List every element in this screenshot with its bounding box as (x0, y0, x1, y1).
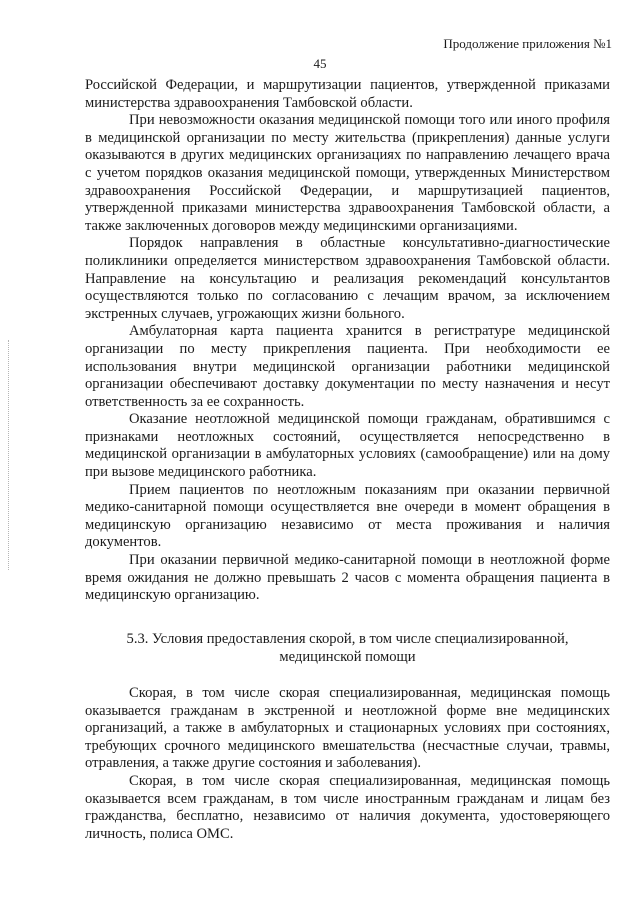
paragraph: Скорая, в том числе скорая специализированная, медицинская помощь оказывается всем гражданам, в том числе иностранным гражданам и лицам без гражданства, бесплатно, независимо от наличия документа, удостоверяющего личность, полиса ОМС. (85, 772, 610, 842)
page-number: 45 (313, 56, 327, 71)
section-title (85, 630, 610, 666)
paragraph: Скорая, в том числе скорая специализированная, медицинская помощь оказывается гражданам в экстренной и неотложной форме вне медицинских организаций, а также в амбулаторных и стационарных условиях при состояниях, требующих срочного медицинского вмешательства (несчастные случаи, травмы, отравления, а также другие состояния и заболевания). (85, 685, 610, 772)
section-title-line: медицинской помощи (279, 649, 416, 665)
body-text-top (85, 77, 610, 605)
paragraph: При невозможности оказания медицинской помощи того или иного профиля в медицинской организации по месту жительства (прикрепления) данные услуги оказываются в других медицинских организациях по направлению лечащего врача с учетом порядков оказания медицинской помощи, утвержденных Министерством здравоохранения Российской Федерации, и маршрутизацией пациентов, утвержденной приказами министерства здравоохранения Тамбовской области, а также заключенных договоров между медицинскими организациями. (85, 112, 610, 234)
paragraph: Российской Федерации, и маршрутизации пациентов, утвержденной приказами министерства здравоохранения Тамбовской области. (85, 77, 610, 111)
section-title-line: 5.3. Условия предоставления скорой, в том числе специализированной, (126, 631, 569, 647)
body-text-bottom (85, 685, 610, 843)
paragraph: Амбулаторная карта пациента хранится в регистратуре медицинской организации по месту прикрепления пациента. При необходимости ее использования внутри медицинской организации работники медицинской организации обеспечивают доставку документации по месту назначения и несут ответственность за ее сохранность. (85, 323, 610, 410)
paragraph: Порядок направления в областные консультативно-диагностические поликлиники определяется министерством здравоохранения Тамбовской области. Направление на консультацию и реализация рекомендаций консультантов осуществляются только по согласованию с лечащим врачом, за исключением экстренных случаев, угрожающих жизни больного. (85, 235, 610, 322)
paragraph: Прием пациентов по неотложным показаниям при оказании первичной медико-санитарной помощи осуществляется вне очереди в момент обращения в медицинскую организацию независимо от места проживания и наличия документов. (85, 481, 610, 551)
appendix-note: Продолжение приложения №1 (443, 36, 612, 51)
paragraph: Оказание неотложной медицинской помощи гражданам, обратившимся с признаками неотложных состояний, осуществляется непосредственно в медицинской организации в амбулаторных условиях (самообращение) или на дому при вызове медицинского работника. (85, 411, 610, 481)
paragraph: При оказании первичной медико-санитарной помощи в неотложной форме время ожидания не должно превышать 2 часов с момента обращения пациента в медицинскую организацию. (85, 552, 610, 604)
scan-margin-mark (8, 340, 17, 570)
